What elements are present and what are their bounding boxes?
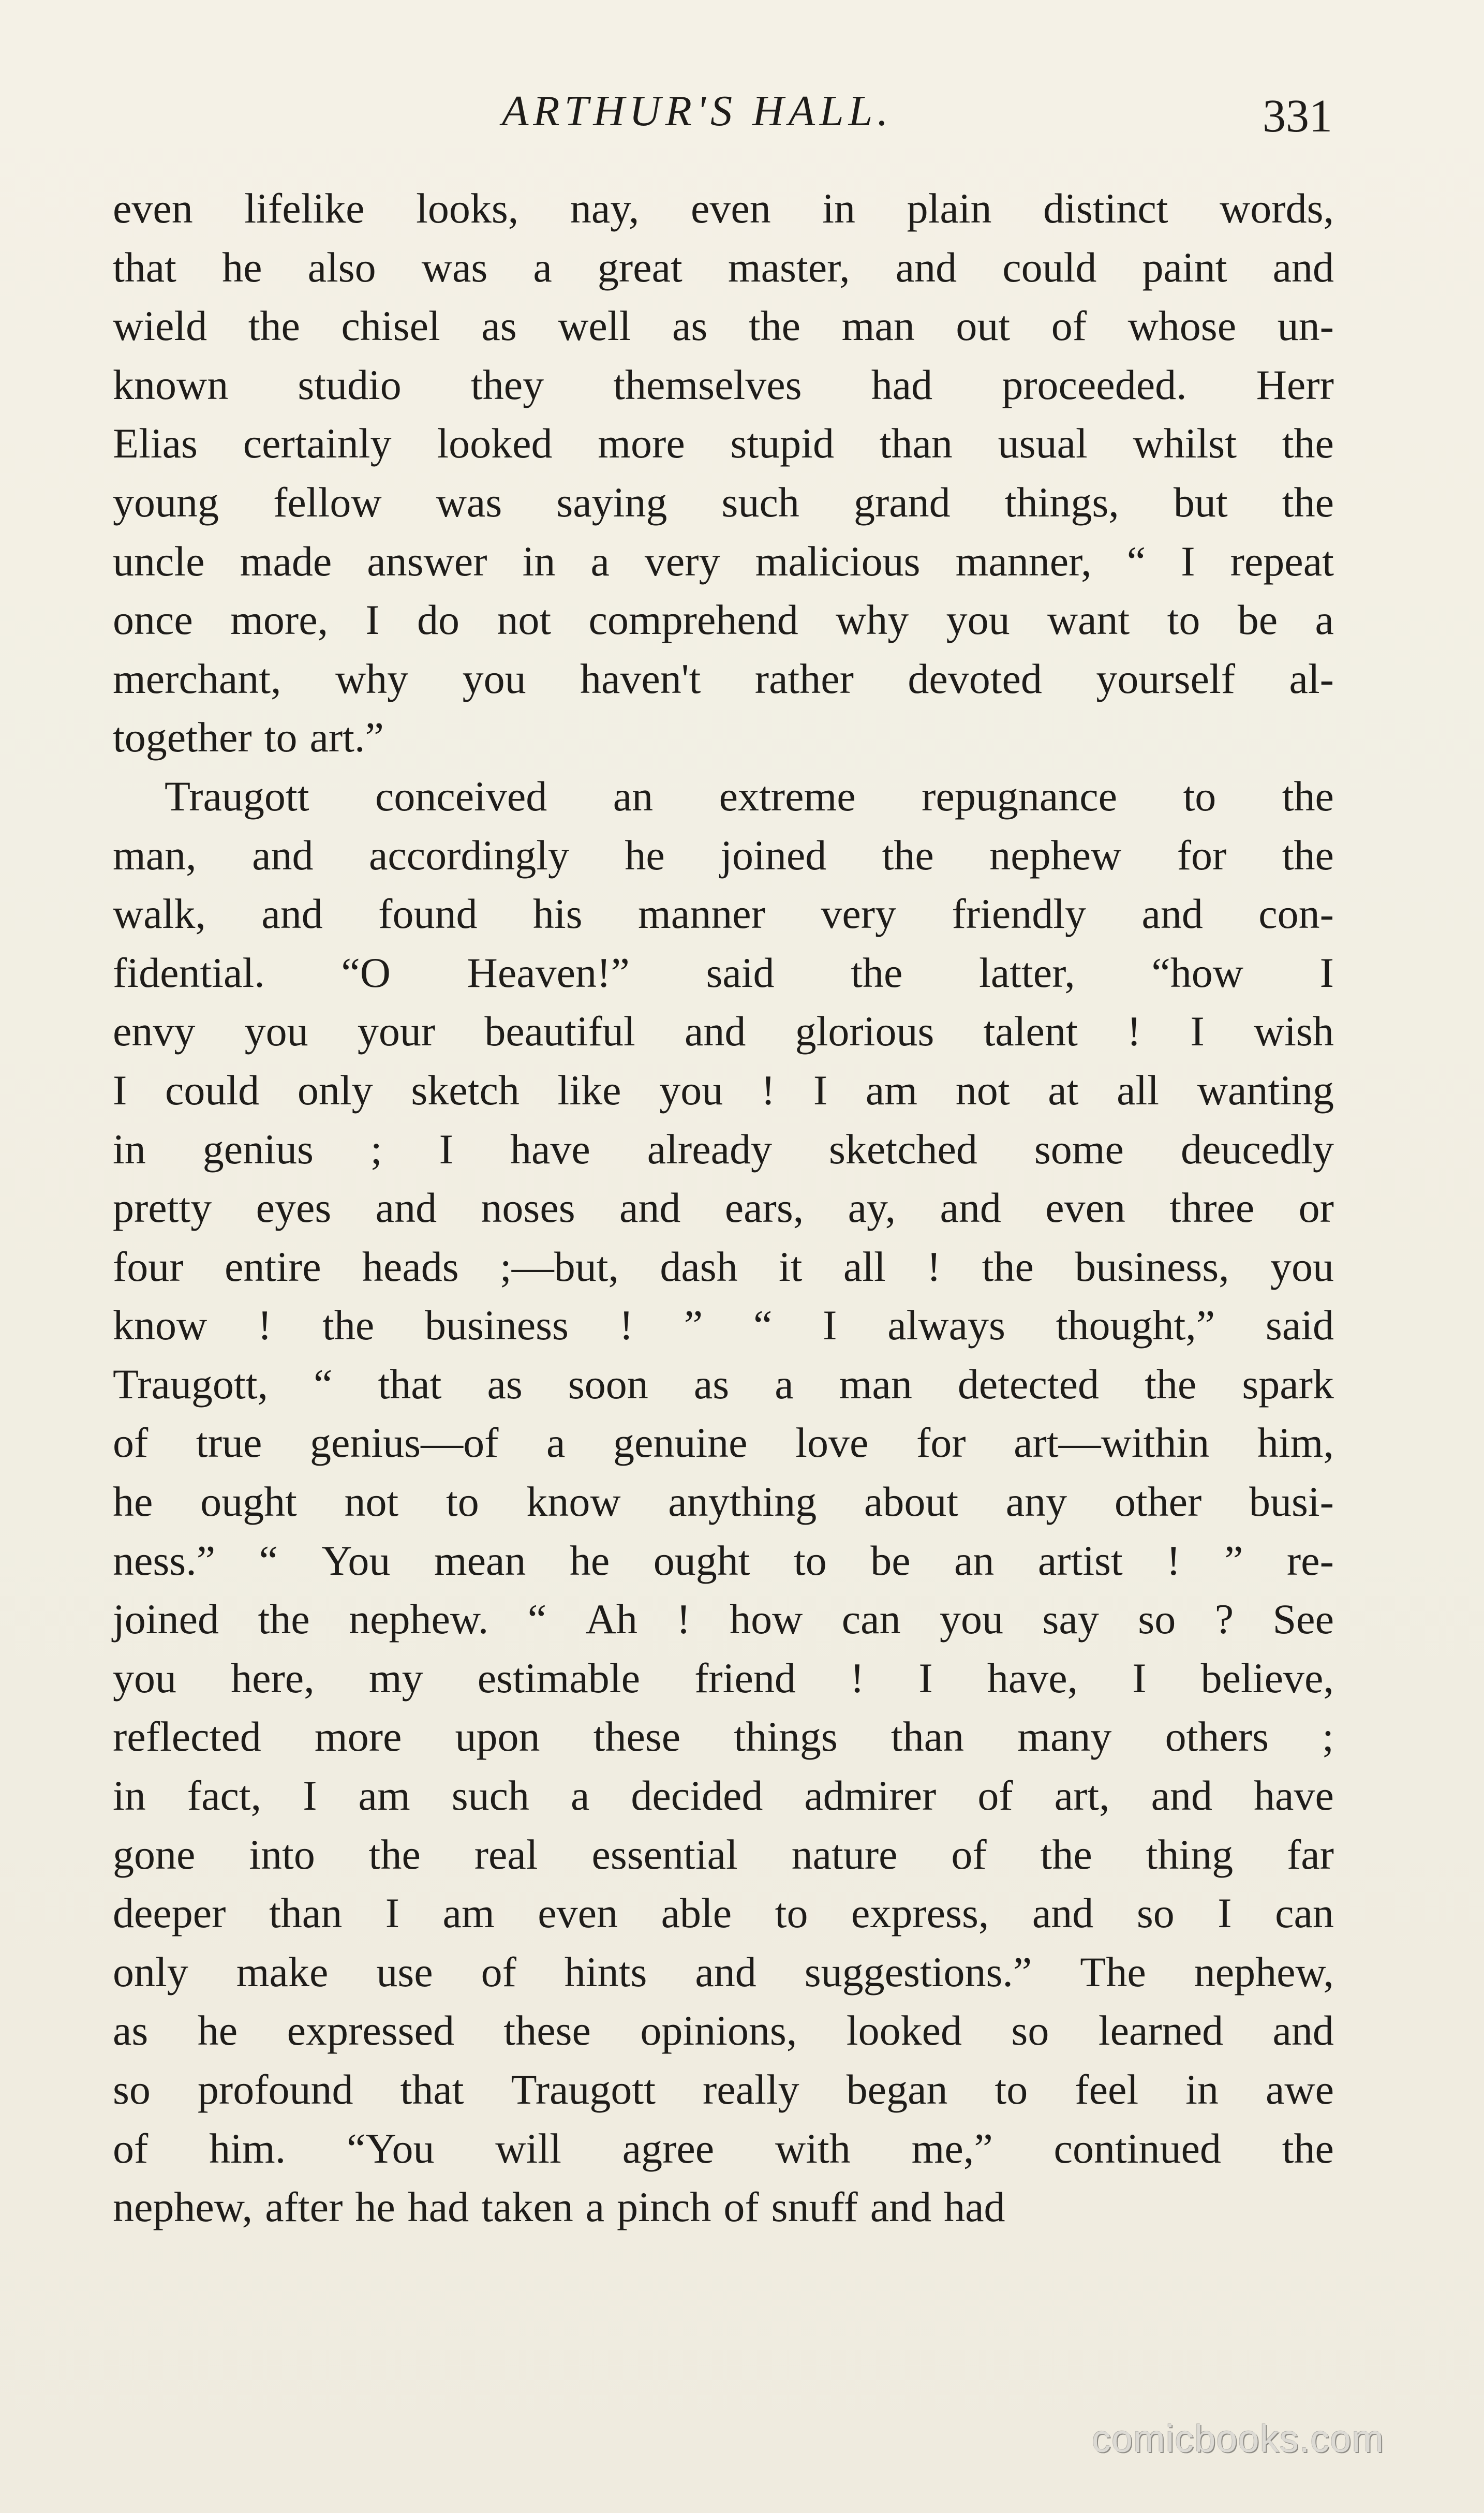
text-line: wield the chisel as well as the man out of whose un- xyxy=(113,302,1334,350)
text-line: in genius ; I have already sketched some deucedly xyxy=(113,1125,1334,1173)
watermark: comicbooks.com xyxy=(1092,2417,1385,2460)
text-line: ness.” “ You mean he ought to be an artist ! ” re- xyxy=(113,1536,1334,1584)
page-number: 331 xyxy=(1263,91,1332,142)
text-line: uncle made answer in a very malicious manner, “ I repeat xyxy=(113,537,1334,585)
text-line: so profound that Traugott really began to feel in awe xyxy=(113,2066,1334,2113)
text-line: you here, my estimable friend ! I have, I believe, xyxy=(113,1654,1334,1702)
body-text xyxy=(113,179,1334,2254)
text-line: deeper than I am even able to express, and so I can xyxy=(113,1889,1334,1937)
text-line: fidential. “O Heaven!” said the latter, “how I xyxy=(113,949,1334,996)
text-line: known studio they themselves had proceeded. Herr xyxy=(113,361,1334,408)
text-line: in fact, I am such a decided admirer of art, and have xyxy=(113,1772,1334,1820)
text-line: Elias certainly looked more stupid than usual whilst the xyxy=(113,420,1334,467)
text-line: man, and accordingly he joined the nephew for the xyxy=(113,831,1334,879)
text-line: only make use of hints and suggestions.” The nephew, xyxy=(113,1948,1334,1995)
text-line: Traugott conceived an extreme repugnance to the xyxy=(165,772,1334,820)
text-line: reflected more upon these things than many others ; xyxy=(113,1713,1334,1761)
text-line: of true genius—of a genuine love for art—within him, xyxy=(113,1419,1334,1467)
text-line: walk, and found his manner very friendly and con- xyxy=(113,890,1334,938)
text-line: even lifelike looks, nay, even in plain distinct words, xyxy=(113,185,1334,232)
text-line: he ought not to know anything about any other busi- xyxy=(113,1478,1334,1526)
text-line: gone into the real essential nature of the thing far xyxy=(113,1830,1334,1878)
running-head: ARTHUR'S HALL. xyxy=(502,87,893,135)
text-line: pretty eyes and noses and ears, ay, and even three or xyxy=(113,1184,1334,1232)
text-line: merchant, why you haven't rather devoted yourself al- xyxy=(113,655,1334,702)
text-line: nephew, after he had taken a pinch of snuff and had xyxy=(113,2183,1005,2231)
text-line: that he also was a great master, and could paint and xyxy=(113,243,1334,291)
text-line: joined the nephew. “ Ah ! how can you say so ? See xyxy=(113,1595,1334,1643)
text-line: know ! the business ! ” “ I always thought,” said xyxy=(113,1302,1334,1349)
text-line: of him. “You will agree with me,” continued the xyxy=(113,2124,1334,2172)
text-line: I could only sketch like you ! I am not at all wanting xyxy=(113,1066,1334,1114)
text-line: four entire heads ;—but, dash it all ! the business, you xyxy=(113,1243,1334,1290)
text-line: envy you your beautiful and glorious talent ! I wish xyxy=(113,1008,1334,1055)
text-line: once more, I do not comprehend why you want to be a xyxy=(113,596,1334,644)
text-line: as he expressed these opinions, looked so learned and xyxy=(113,2007,1334,2054)
text-line: together to art.” xyxy=(113,714,384,761)
text-line: Traugott, “ that as soon as a man detected the spark xyxy=(113,1360,1334,1408)
text-line: young fellow was saying such grand things, but the xyxy=(113,478,1334,526)
